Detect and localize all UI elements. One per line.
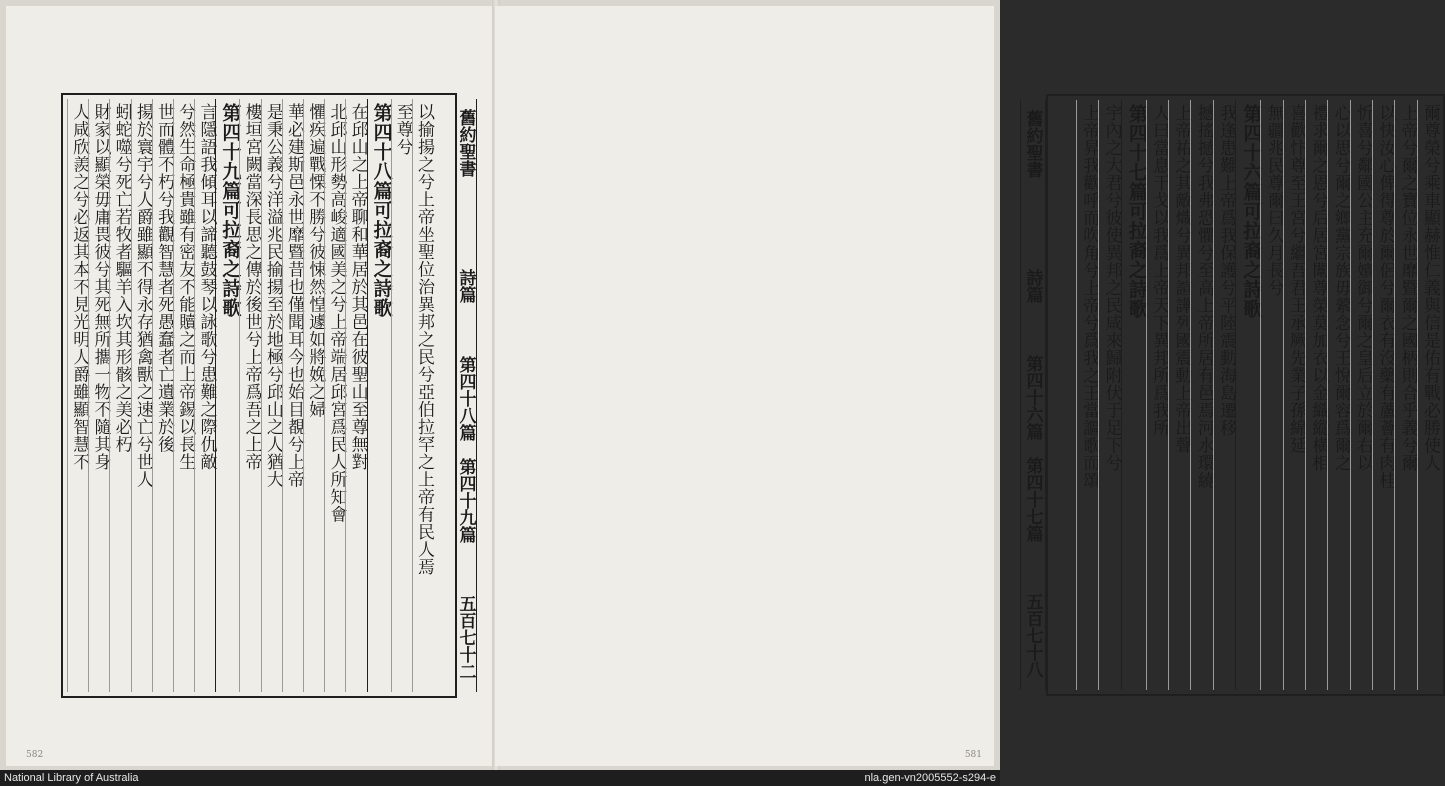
library-credit: National Library of Australia	[4, 772, 139, 784]
text-column: 以快汝心俾得尊於爾侶兮爾衣有沒藥有蘆薈有肉桂	[1372, 100, 1394, 690]
text-column: 世而體不朽兮我觀智慧者死愚蠢者亡遺業於後	[152, 99, 173, 692]
psalm-heading: 第四十七篇可拉裔之詩歌	[1121, 100, 1146, 690]
text-column: 蚓蛇噬兮死亡若牧者驅羊入坎其形骸之美必朽	[109, 99, 130, 692]
right-text-columns	[1076, 100, 1439, 690]
text-column: 樓垣宮闕當深長思之傳於後世兮上帝爲吾之上帝	[239, 99, 260, 692]
book-title: 舊約聖書	[1022, 110, 1043, 178]
text-column: 懼疾遍戰慄不勝兮彼悚然惶遽如將娩之婦	[303, 99, 324, 692]
text-column: 人咸欣羨之兮必返其本不見光明人爵雖顯智慧不	[67, 99, 88, 692]
text-column: 心以思兮爾之鄉黨宗族毋縈念兮王悅爾容爲爾之	[1327, 100, 1349, 690]
text-column: 是秉公義兮洋溢兆民揄揚至於地極兮邱山之人猶大	[261, 99, 282, 692]
text-column: 在邱山之上帝聊和華居於其邑在彼聖山至尊無對	[345, 99, 366, 692]
text-column: 華必建斯邑永世靡暨昔也僅聞耳今也始目覩兮上帝	[282, 99, 303, 692]
corner-page-number: 581	[964, 750, 982, 760]
text-column: 上帝兮爾之寶位永世靡暨爾之國柄則合乎義兮爾	[1394, 100, 1416, 690]
section-title: 詩篇	[455, 269, 476, 304]
text-column: 無疆兆民尊爾曰久月長兮	[1260, 100, 1282, 690]
page-number: 五百七十二	[455, 594, 476, 680]
text-column: 上帝昇我歡呼而吹角兮上帝兮爲我之王當謳歌而頌	[1076, 100, 1098, 690]
chapter-label: 第四十八篇 第四十九篇	[455, 355, 476, 543]
text-column: 北邱山形勢高峻適國美之兮上帝端居邱宮爲民人所知會	[324, 99, 345, 692]
text-column: 忻喜兮鄰國公主充爾嬪御兮爾之皇后立於爾右以	[1350, 100, 1372, 690]
text-column: 爾尊榮兮乘車顯赫惟仁義與信是佑有戰必勝使人	[1417, 100, 1439, 690]
psalm-heading: 第四十六篇可拉裔之詩歌	[1235, 100, 1260, 690]
left-page	[6, 6, 494, 766]
left-text-frame	[61, 93, 476, 698]
text-column: 至尊兮	[391, 99, 412, 692]
text-column: 我逢患難上帝爲我保護兮平陸震動海島遷移	[1213, 100, 1235, 690]
right-text-frame	[1022, 94, 1445, 696]
psalm-heading: 第四十九篇可拉裔之詩歌	[215, 99, 239, 692]
text-column: 喜歡忭尊至王宮兮繼吾君王承厥先業子孫綿延	[1283, 100, 1305, 690]
viewer-footer	[0, 770, 1000, 786]
text-column: 兮然生命極貴雖有密友不能贖之而上帝錫以長生	[173, 99, 194, 692]
record-identifier: nla.gen-vn2005552-s294-e	[864, 772, 996, 784]
psalm-heading: 第四十八篇可拉裔之詩歌	[367, 99, 391, 692]
corner-page-number: 582	[26, 750, 44, 760]
section-title: 詩篇	[1022, 269, 1043, 304]
text-column: 上帝祐之其敵熾兮異邦諠譁列國震動上帝出聲	[1168, 100, 1190, 690]
left-page-banner	[455, 99, 477, 692]
text-column: 財家以顯榮毋庸畏彼兮其死無所攜一物不隨其身	[88, 99, 109, 692]
right-page	[495, 6, 1440, 766]
right-page-banner	[1020, 100, 1046, 690]
page-number: 五百七十八	[1022, 592, 1043, 678]
text-column: 撼搖撼兮我弗恐懼兮至高上帝所居有邑焉河水環繞	[1190, 100, 1212, 690]
text-column: 揚於寰宇兮人爵雖顯不得永存猶禽獸之速亡兮世人	[131, 99, 152, 692]
text-column: 以揄揚之兮上帝坐聖位治異邦之民兮亞伯拉罕之上帝有民人焉	[412, 99, 433, 692]
text-column: 宇內之大君兮彼使異邦之民咸來歸附伏于足下兮	[1098, 100, 1120, 690]
left-text-columns	[67, 99, 433, 692]
text-column: 禮求爾之恩兮后居宮闈尊榮莫加衣以金織縱橫相	[1305, 100, 1327, 690]
text-column: 人曰當息干戈以我爲上帝天下異邦所爲我所	[1146, 100, 1168, 690]
book-title: 舊約聖書	[455, 109, 476, 177]
text-column: 言隱語我傾耳以諦聽鼓琴以詠歌兮患難之際仇敵	[194, 99, 215, 692]
chapter-label: 第四十六篇 第四十七篇	[1022, 354, 1043, 542]
